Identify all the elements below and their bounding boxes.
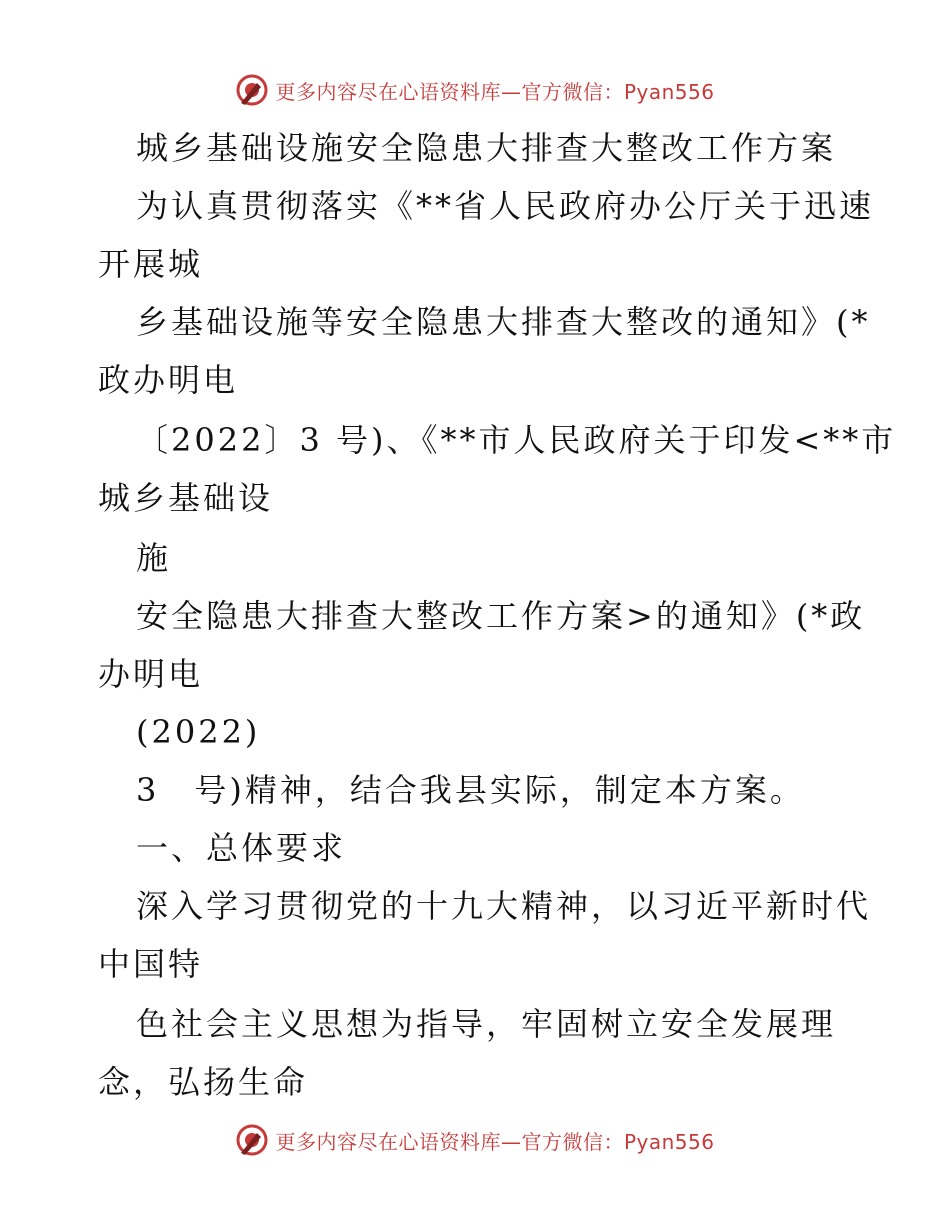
paragraph-line: 安全隐患大排查大整改工作方案>的通知》(*政 bbox=[136, 597, 866, 635]
footer-banner bbox=[0, 1120, 950, 1160]
paragraph-line: 乡基础设施等安全隐患大排查大整改的通知》(* bbox=[136, 303, 871, 341]
paragraph-line: 开展城 bbox=[98, 245, 204, 283]
paragraph-line: 施 bbox=[136, 539, 172, 577]
paragraph-line: 中国特 bbox=[98, 945, 204, 983]
paragraph-line: 3 号)精神，结合我县实际，制定本方案。 bbox=[136, 771, 805, 809]
paragraph-line: 深入学习贯彻党的十九大精神，以习近平新时代 bbox=[136, 887, 872, 925]
paragraph-line: 政办明电 bbox=[98, 361, 239, 399]
pen-logo-icon bbox=[235, 1123, 269, 1157]
paragraph-line: 念，弘扬生命 bbox=[98, 1063, 309, 1101]
banner-text: 更多内容尽在心语资料库—官方微信：Pyan556 bbox=[275, 1129, 715, 1154]
paragraph-line: 办明电 bbox=[98, 655, 204, 693]
paragraph-line: 城乡基础设 bbox=[98, 479, 274, 517]
document-title: 城乡基础设施安全隐患大排查大整改工作方案 bbox=[136, 129, 837, 167]
paragraph-line: 〔2022〕3 号)、《**市人民政府关于印发<**市 bbox=[136, 421, 897, 459]
paragraph-line: (2022) bbox=[136, 713, 261, 751]
section-heading: 一、总体要求 bbox=[136, 829, 347, 867]
paragraph-line: 为认真贯彻落实《**省人民政府办公厅关于迅速 bbox=[136, 187, 875, 225]
banner-text: 更多内容尽在心语资料库—官方微信：Pyan556 bbox=[275, 79, 715, 104]
paragraph-line: 色社会主义思想为指导，牢固树立安全发展理 bbox=[136, 1005, 837, 1043]
